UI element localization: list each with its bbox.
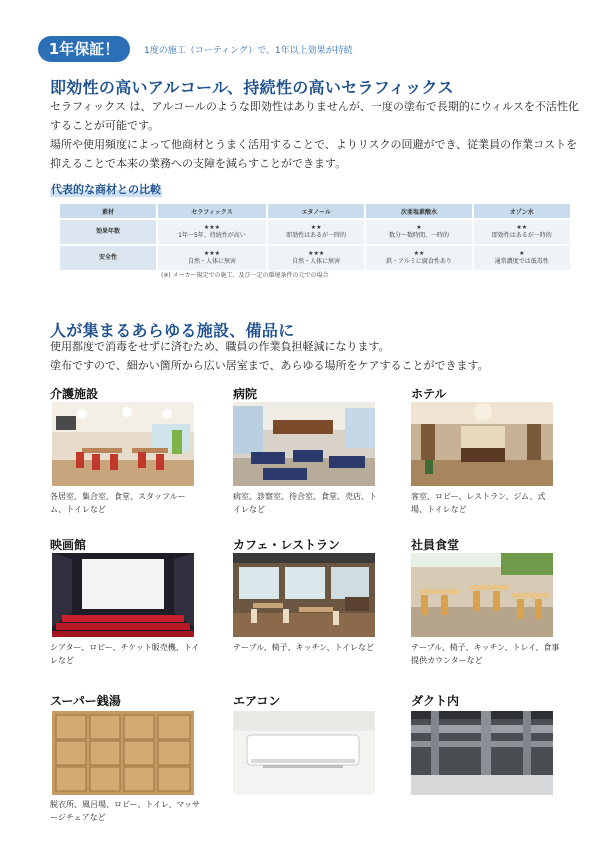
table-row — [60, 220, 570, 244]
section1-title: 即効性の高いアルコール、持続性の高いセラフィックス — [50, 78, 454, 97]
facility-title-duct: ダクト内 — [411, 694, 460, 708]
warranty-badge: 1年保証！ — [38, 36, 130, 62]
table-header-row — [60, 204, 570, 218]
star-rating: ★★★ — [203, 250, 221, 257]
cafe-photo — [233, 553, 375, 637]
star-rating: ★★ — [516, 224, 528, 231]
table-cell — [158, 220, 266, 244]
star-rating: ★ — [519, 250, 525, 257]
table-cell — [268, 246, 364, 270]
table-cell — [474, 246, 570, 270]
warranty-note: 1度の施工（コーティング）で、1年以上効果が持続 — [144, 46, 353, 56]
star-rating: ★★★ — [203, 224, 221, 231]
section2-line2: 塗布ですので、細かい箇所から広い居室まで、あらゆる場所をケアすることができます。 — [50, 359, 489, 372]
table-cell — [366, 220, 471, 244]
table-cell — [268, 220, 364, 244]
facility-title-cafe: カフェ・レストラン — [233, 538, 341, 552]
cell-text: 即効性はあるが一時的 — [286, 232, 347, 239]
section1-para1: セラフィックス は、アルコールのような即効性はありませんが、一度の塗布で長期的にウィルスを不活性化することが可能です。 — [50, 100, 579, 132]
table-header: 素材 — [60, 204, 156, 218]
duct-photo — [411, 711, 553, 795]
cell-text: 自然・人体に無害 — [187, 258, 236, 265]
cell-text: 数分～数時間、一時的 — [388, 232, 449, 239]
hotel-photo — [411, 402, 553, 486]
hospital-photo — [233, 402, 375, 486]
star-rating: ★★★ — [308, 250, 325, 257]
cell-text: 通常濃度では低毒性 — [494, 258, 549, 265]
care-facility-photo — [52, 402, 194, 486]
facility-title-hospital: 病院 — [233, 387, 258, 401]
facility-caption-cafeteria: テーブル、椅子、キッチン、トレイ、食事提供カウンターなど — [411, 643, 560, 665]
cafeteria-photo — [411, 553, 553, 637]
facility-caption-bathhouse: 脱衣所、風呂場、ロビー、トイレ、マッサージチェアなど — [50, 800, 200, 822]
facility-title-care: 介護施設 — [50, 387, 99, 401]
table-cell — [366, 246, 471, 270]
table-header: エタノール — [268, 204, 364, 218]
table-header: オゾン水 — [474, 204, 570, 218]
row-label: 効果年数 — [60, 220, 156, 244]
table-cell — [474, 220, 570, 244]
row-label: 安全性 — [60, 246, 156, 270]
section2-line1: 使用都度で消毒をせずに済むため、職員の作業負担軽減になります。 — [50, 340, 390, 353]
star-rating: ★★ — [310, 224, 322, 231]
facility-caption-hotel: 客室、ロビー、レストラン、ジム、式場、トイレなど — [411, 492, 546, 514]
facility-caption-cafe: テーブル、椅子、キッチン、トイレなど — [233, 643, 375, 652]
comparison-title: 代表的な商材との比較 — [51, 183, 161, 196]
cell-text: 自然・人体に無害 — [292, 258, 341, 265]
facility-title-cinema: 映画館 — [50, 538, 87, 552]
comparison-table — [58, 202, 572, 272]
star-rating: ★ — [416, 224, 422, 231]
cell-text: 即効性はあるが一時的 — [491, 232, 552, 239]
facility-caption-cinema: シアター、ロビー、チケット販売機、トイレなど — [50, 643, 200, 665]
cinema-photo — [52, 553, 194, 637]
air-conditioner-photo — [233, 711, 375, 795]
star-rating: ★★ — [413, 250, 425, 257]
section2-title: 人が集まるあらゆる施設、備品に — [50, 321, 295, 340]
facility-caption-care: 各居室、集合室、食堂、スタッフルーム、トイレなど — [50, 492, 186, 514]
facility-title-bathhouse: スーパー銭湯 — [50, 694, 121, 708]
table-header: セラフィックス — [158, 204, 266, 218]
table-cell — [158, 246, 266, 270]
section1-para2: 場所や使用頻度によって他商材とうまく活用することで、よりリスクの回避ができ、従業員の作業コストを抑えることで本来の業務への支障を減らすことができます。 — [50, 138, 578, 170]
facility-title-cafeteria: 社員食堂 — [411, 538, 460, 552]
table-header: 次亜塩素酸水 — [366, 204, 471, 218]
cell-text: 鉄・アルミに腐食性あり — [386, 258, 452, 265]
bathhouse-photo — [52, 711, 194, 795]
table-row — [60, 246, 570, 270]
facility-caption-hospital: 病室、診察室、待合室、食堂、売店、トイレなど — [233, 492, 377, 514]
facility-title-hotel: ホテル — [411, 387, 447, 401]
table-footnote: (※) メーカー規定での施工、及び一定の環境条件の元での場合 — [161, 272, 329, 279]
cell-text: 1年～5年、持続性が高い — [178, 232, 246, 239]
facility-title-aircon: エアコン — [233, 694, 281, 708]
